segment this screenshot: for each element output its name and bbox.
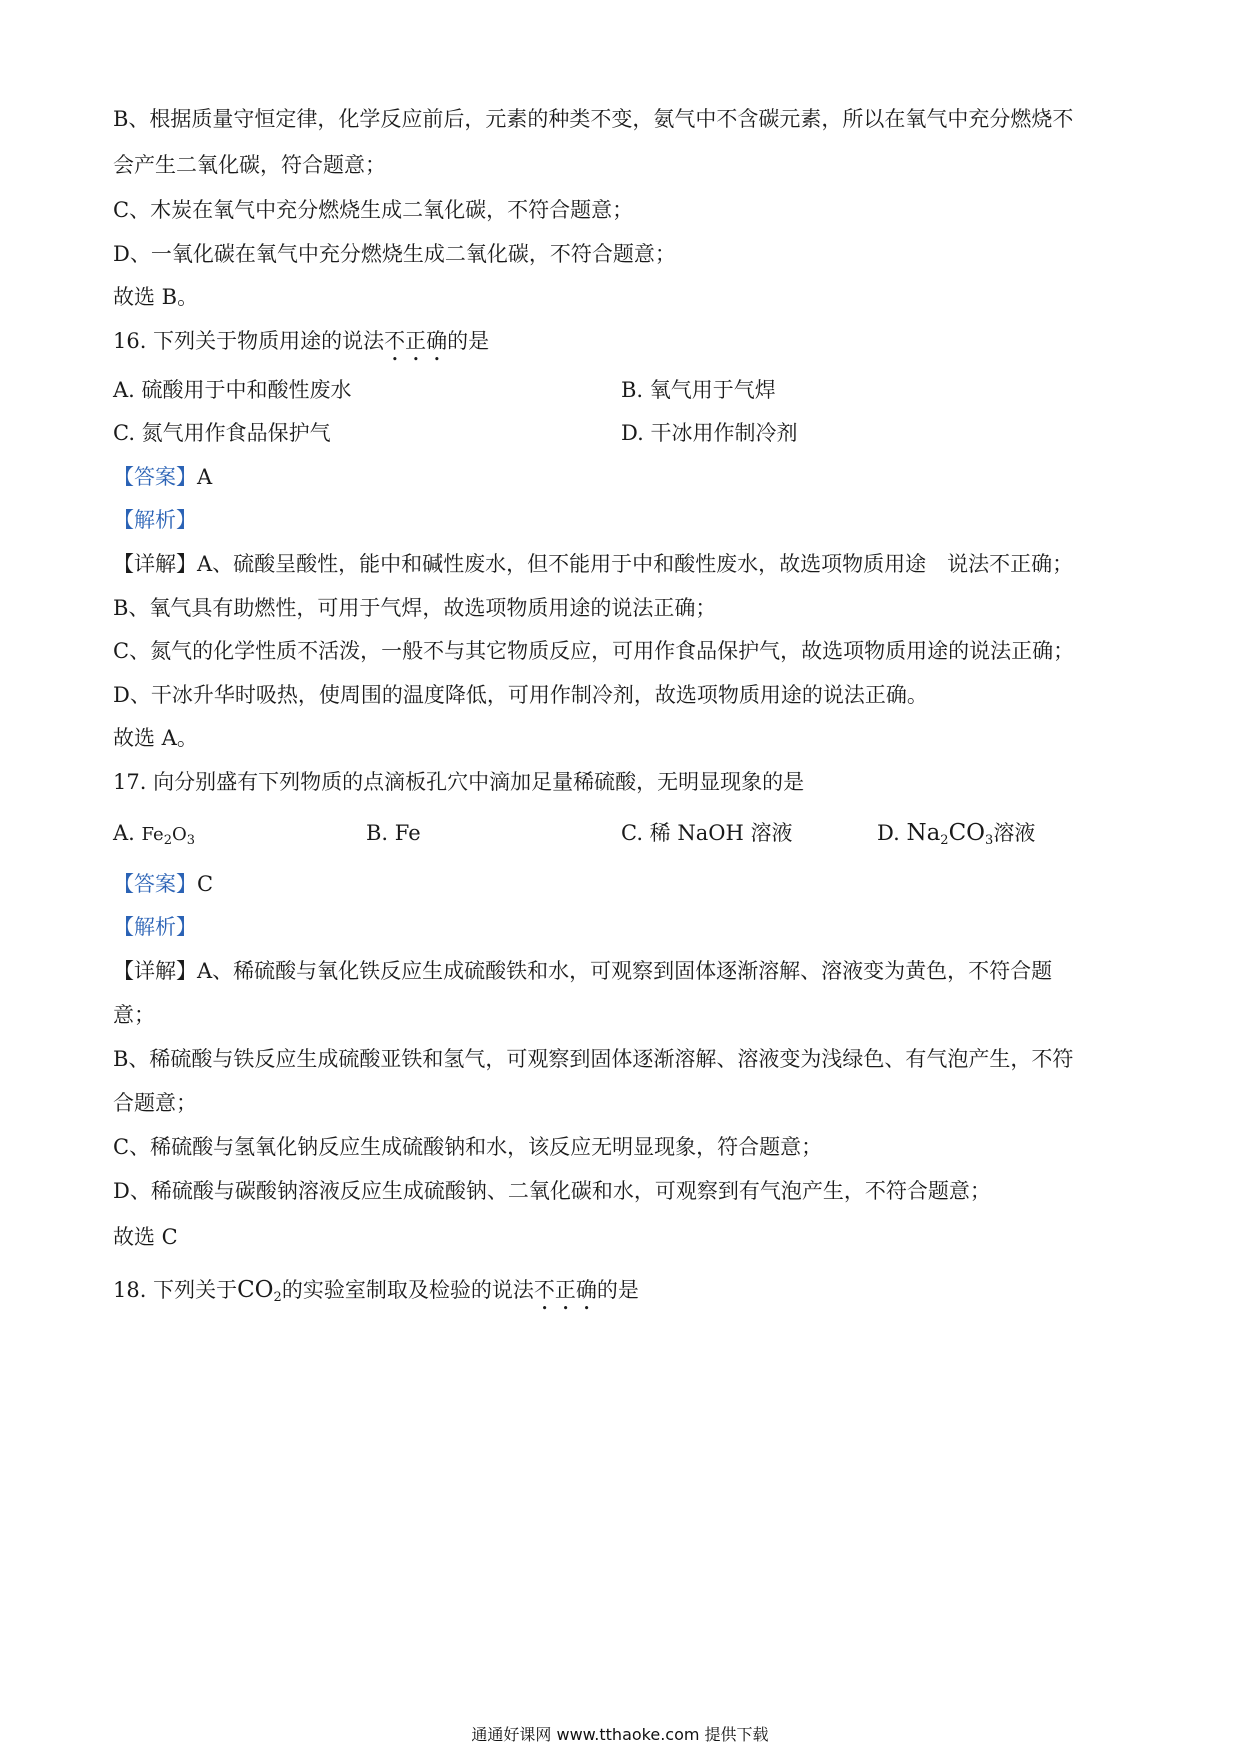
q17-detail-a1	[113, 956, 1052, 986]
q17-analysis-label: 【解析】	[113, 915, 197, 939]
q16-answer-value: A	[197, 465, 213, 489]
q16-option-a: A. 硫酸用于中和酸性废水	[113, 378, 352, 402]
q17-detail-b2: 合题意；	[113, 1091, 197, 1115]
prev-option-b-line1: B、根据质量守恒定律，化学反应前后，元素的种类不变，氨气中不含碳元素，所以在氧气中充分燃烧不	[113, 107, 1074, 131]
q16-option-b: B. 氧气用于气焊	[621, 378, 776, 402]
q17-detail-d: D、稀硫酸与碳酸钠溶液反应生成硫酸钠、二氧化碳和水，可观察到有气泡产生，不符合题意；	[113, 1179, 991, 1203]
q16-answer	[113, 462, 212, 492]
q17-option-b: B. Fe	[366, 821, 421, 845]
q17-detail-c: C、稀硫酸与氢氧化钠反应生成硫酸钠和水，该反应无明显现象，符合题意；	[113, 1135, 823, 1159]
prev-option-d: D、一氧化碳在氧气中充分燃烧生成二氧化碳，不符合题意；	[113, 242, 676, 266]
q16-detail-d: D、干冰升华时吸热，使周围的温度降低，可用作制冷剂，故选项物质用途的说法正确。	[113, 683, 928, 707]
q17-answer-value: C	[197, 872, 214, 896]
q18-formula: $CO_2$	[237, 1277, 282, 1305]
prev-option-b-line2: 会产生二氧化碳，符合题意；	[113, 153, 386, 177]
q17-answer	[113, 869, 213, 899]
q17-stem: 17. 向分别盛有下列物质的点滴板孔穴中滴加足量稀硫酸，无明显现象的是	[113, 770, 805, 794]
q16-detail-label: 【详解】	[113, 552, 197, 576]
q16-option-c: C. 氮气用作食品保护气	[113, 421, 331, 445]
q16-conclusion: 故选 A。	[113, 726, 198, 750]
q17-option-d	[877, 818, 1035, 848]
q18-stem-pre: 18. 下列关于	[113, 1278, 238, 1302]
q16-answer-label: 【答案】	[113, 465, 197, 489]
q17-option-a-formula: $Fe_2O_3$	[141, 824, 196, 848]
q16-option-d: D. 干冰用作制冷剂	[621, 421, 798, 445]
prev-option-c: C、木炭在氧气中充分燃烧生成二氧化碳，不符合题意；	[113, 198, 634, 222]
q18-stem-post: 的是	[596, 1278, 639, 1302]
q16-stem-pre: 16. 下列关于物质用途的说法	[113, 329, 385, 353]
q17-detail-label: 【详解】	[113, 959, 197, 983]
q16-stem-post: 的是	[447, 329, 490, 353]
q18-stem-emphasis: 不正确	[533, 1278, 597, 1302]
q17-detail-b1: B、稀硫酸与铁反应生成硫酸亚铁和氢气，可观察到固体逐渐溶解、溶液变为浅绿色、有气泡产生，不符	[113, 1047, 1074, 1071]
q17-option-d-suffix: 溶液	[993, 821, 1036, 845]
q17-option-d-formula: $Na_2CO_3$	[906, 820, 994, 848]
q17-option-a	[113, 818, 195, 850]
q17-detail-a2: 意；	[113, 1003, 155, 1027]
q16-stem-emphasis: 不正确	[384, 329, 448, 353]
q16-stem	[113, 326, 489, 366]
q16-detail-c: C、氮气的化学性质不活泼，一般不与其它物质反应，可用作食品保护气，故选项物质用途的说法正确；	[113, 639, 1075, 663]
q17-option-d-label: D.	[877, 821, 900, 845]
q16-detail-b: B、氧气具有助燃性，可用于气焊，故选项物质用途的说法正确；	[113, 596, 717, 620]
prev-conclusion: 故选 B。	[113, 285, 199, 309]
q17-answer-label: 【答案】	[113, 872, 197, 896]
q17-option-a-label: A.	[113, 821, 135, 845]
page-footer: 通通好课网 www.tthaoke.com 提供下载	[471, 1725, 769, 1744]
q17-detail-a1-text: A、稀硫酸与氧化铁反应生成硫酸铁和水，可观察到固体逐渐溶解、溶液变为黄色，不符合题	[197, 959, 1053, 983]
q18-stem	[113, 1275, 639, 1315]
q17-conclusion: 故选 C	[113, 1225, 178, 1249]
q16-detail-a	[113, 549, 1073, 579]
q17-option-c: C. 稀 NaOH 溶液	[621, 821, 793, 845]
q18-stem-mid: 的实验室制取及检验的说法	[281, 1278, 534, 1302]
q16-detail-a-text: A、硫酸呈酸性，能中和碱性废水，但不能用于中和酸性废水，故选项物质用途 说法不正确；	[197, 552, 1074, 576]
q16-analysis-label: 【解析】	[113, 508, 197, 532]
